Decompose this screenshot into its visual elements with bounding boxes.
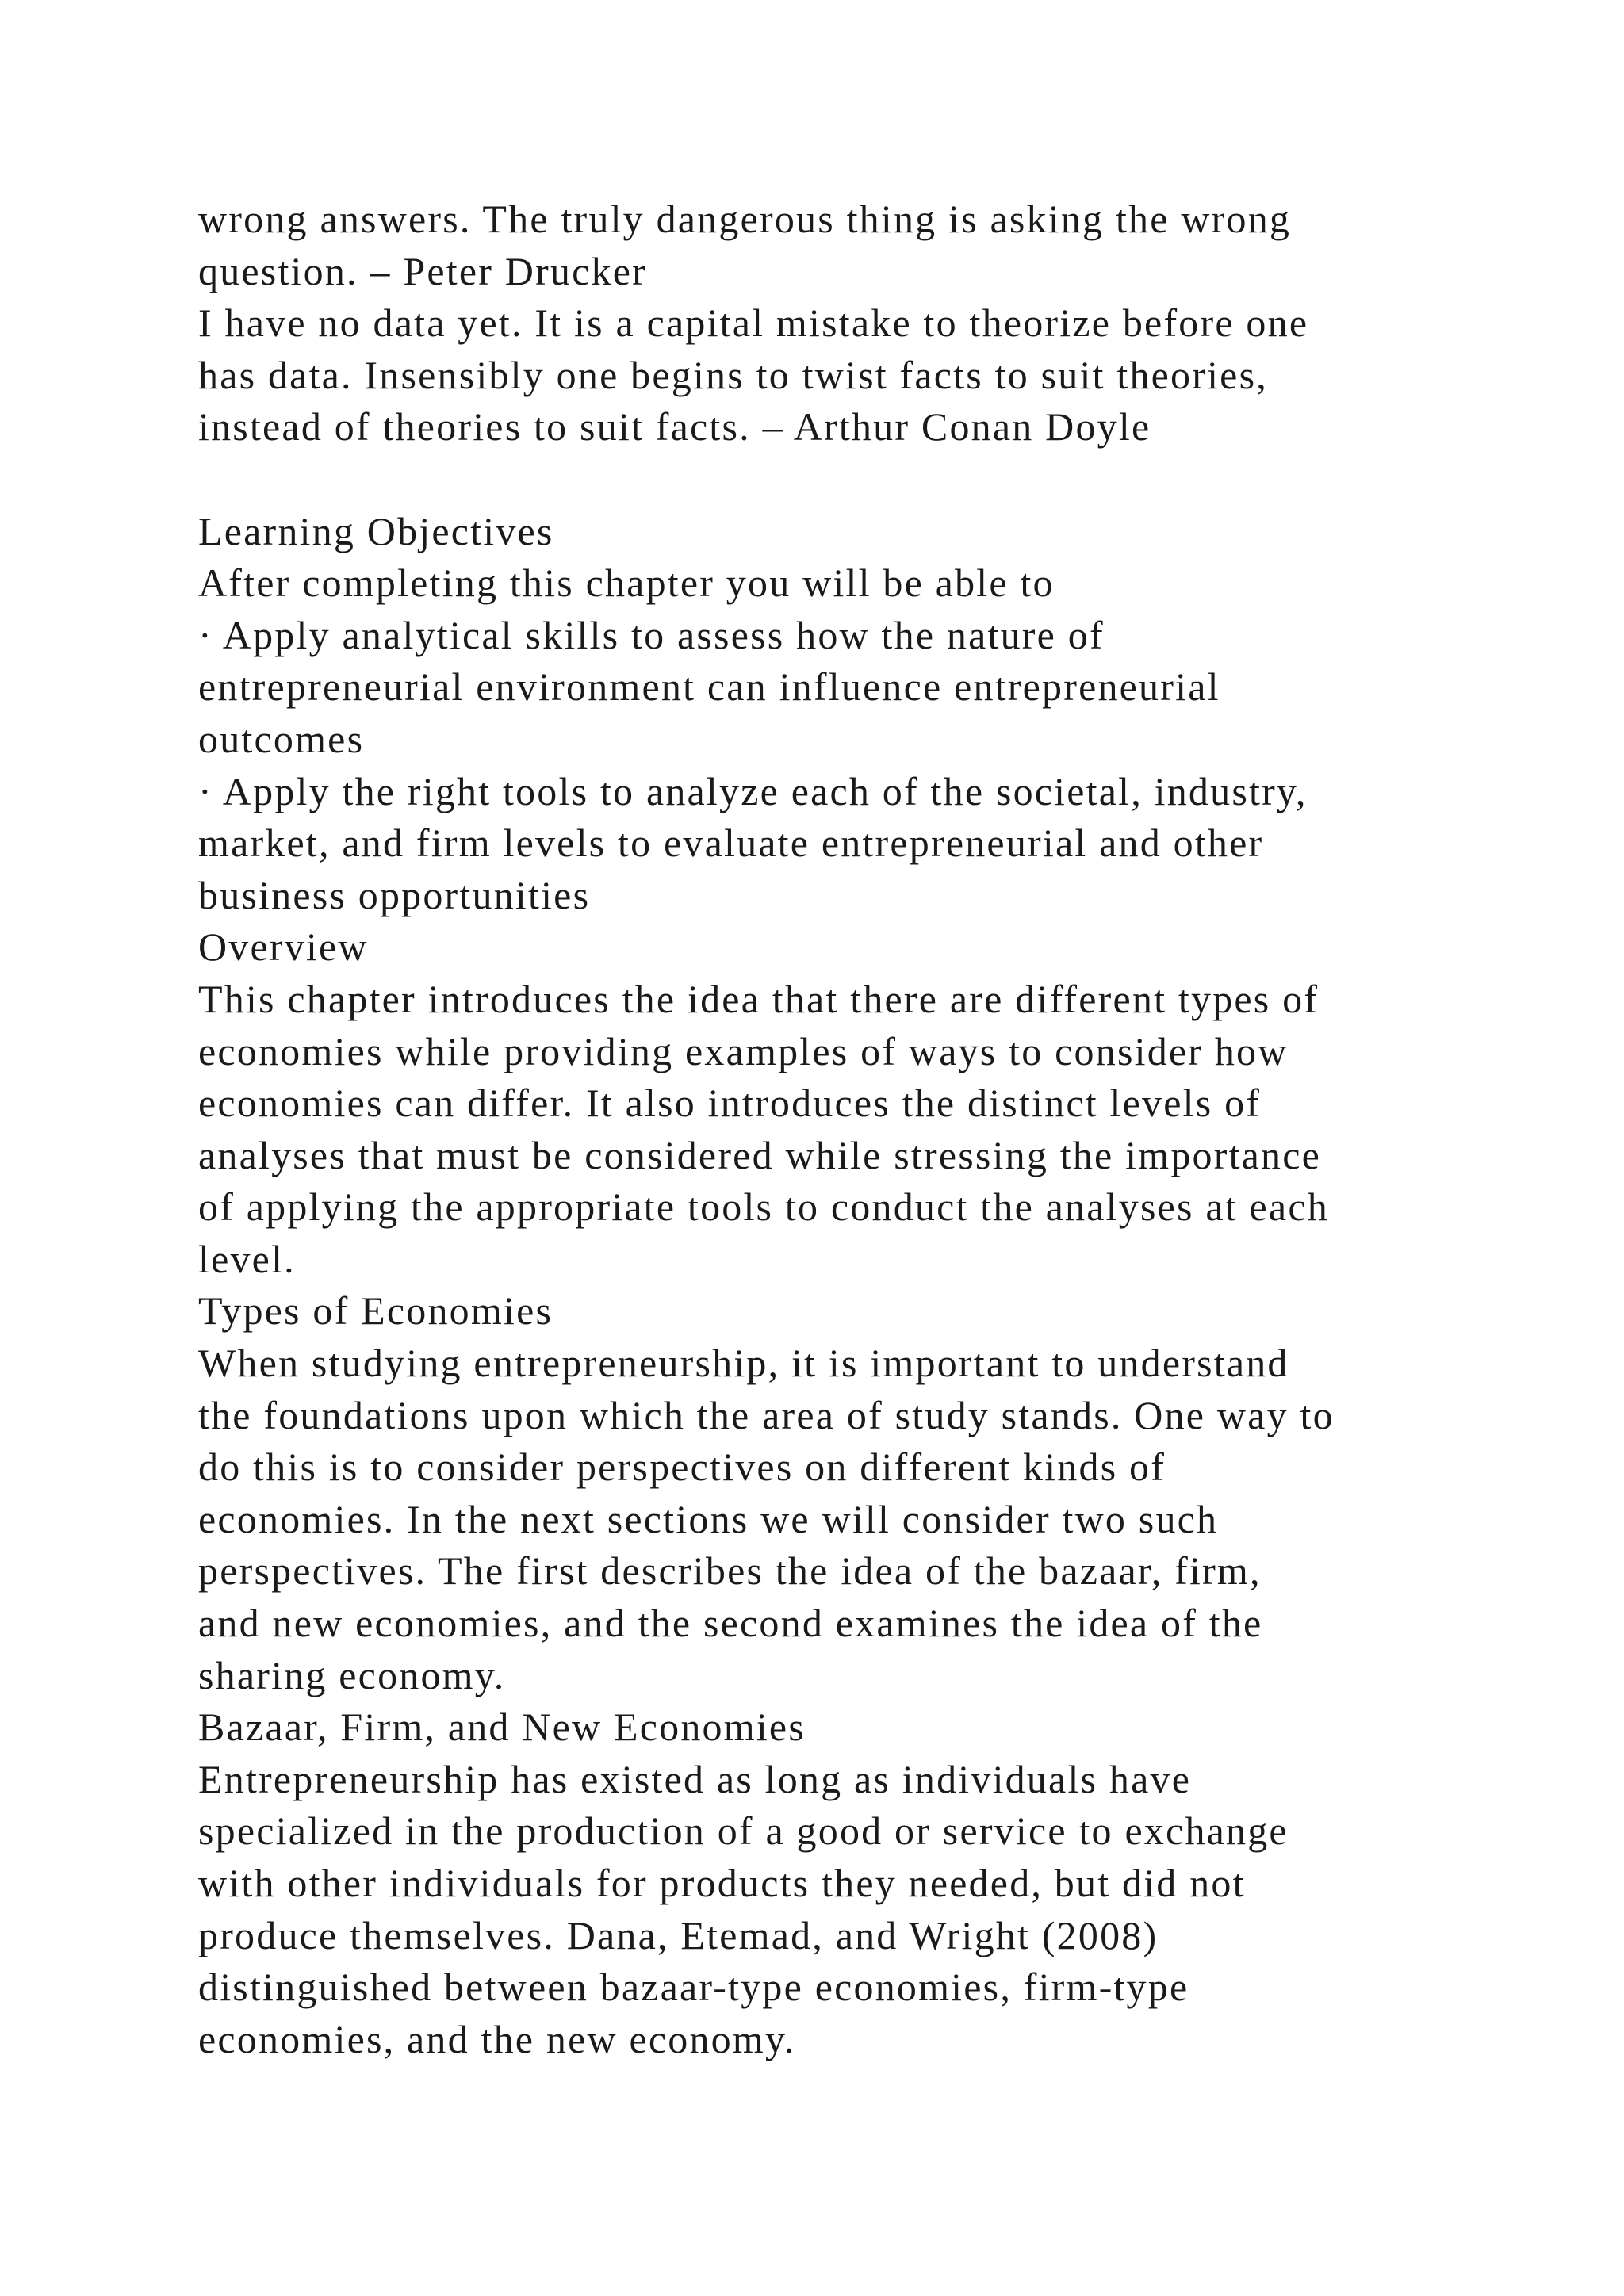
- text-line: I have no data yet. It is a capital mistake to theorize before one: [198, 300, 1309, 346]
- text-line: economies, and the new economy.: [198, 2016, 796, 2061]
- heading-bazaar-firm-new-economies: Bazaar, Firm, and New Economies: [198, 1705, 806, 1750]
- text-line: entrepreneurial environment can influence entrepreneurial: [198, 664, 1220, 710]
- document-body: [198, 193, 1499, 2065]
- text-line: instead of theories to suit facts. – Arthur Conan Doyle: [198, 404, 1151, 450]
- text-line: Entrepreneurship has existed as long as individuals have: [198, 1756, 1192, 1801]
- bullet-item: · Apply the right tools to analyze each of the societal, industry,: [198, 768, 1308, 813]
- blank-line: [198, 453, 1499, 506]
- text-line: specialized in the production of a good or service to exchange: [198, 1808, 1289, 1854]
- text-line: question. – Peter Drucker: [198, 248, 647, 293]
- text-line: the foundations upon which the area of study stands. One way to: [198, 1392, 1335, 1437]
- text-line: market, and firm levels to evaluate entrepreneurial and other: [198, 821, 1264, 866]
- text-line: do this is to consider perspectives on different kinds of: [198, 1445, 1166, 1490]
- text-line: sharing economy.: [198, 1652, 506, 1697]
- text-line: level.: [198, 1236, 296, 1281]
- text-line: When studying entrepreneurship, it is important to understand: [198, 1341, 1289, 1386]
- text-line: economies. In the next sections we will consider two such: [198, 1496, 1219, 1541]
- text-line: distinguished between bazaar-type economies, firm-type: [198, 1965, 1189, 2010]
- text-line: perspectives. The first describes the idea of the bazaar, firm,: [198, 1548, 1262, 1594]
- text-line: has data. Insensibly one begins to twist facts to suit theories,: [198, 352, 1268, 397]
- text-line: wrong answers. The truly dangerous thing is asking the wrong: [198, 197, 1292, 241]
- text-line: economies can differ. It also introduces the distinct levels of: [198, 1081, 1262, 1126]
- bullet-item: · Apply analytical skills to assess how the nature of: [198, 612, 1105, 657]
- text-line: produce themselves. Dana, Etemad, and Wright (2008): [198, 1912, 1159, 1957]
- text-line: business opportunities: [198, 872, 591, 917]
- text-line: and new economies, and the second examines the idea of the: [198, 1601, 1263, 1646]
- text-line: After completing this chapter you will be able to: [198, 561, 1055, 606]
- text-line: analyses that must be considered while stressing the importance: [198, 1132, 1322, 1177]
- heading-types-of-economies: Types of Economies: [198, 1288, 553, 1334]
- text-line: outcomes: [198, 716, 365, 761]
- heading-overview: Overview: [198, 924, 369, 970]
- text-line: of applying the appropriate tools to conduct the analyses at each: [198, 1184, 1329, 1230]
- text-line: economies while providing examples of ways to consider how: [198, 1028, 1289, 1073]
- heading-learning-objectives: Learning Objectives: [198, 508, 554, 553]
- text-line: This chapter introduces the idea that there are different types of: [198, 976, 1320, 1021]
- text-line: with other individuals for products they needed, but did not: [198, 1861, 1246, 1905]
